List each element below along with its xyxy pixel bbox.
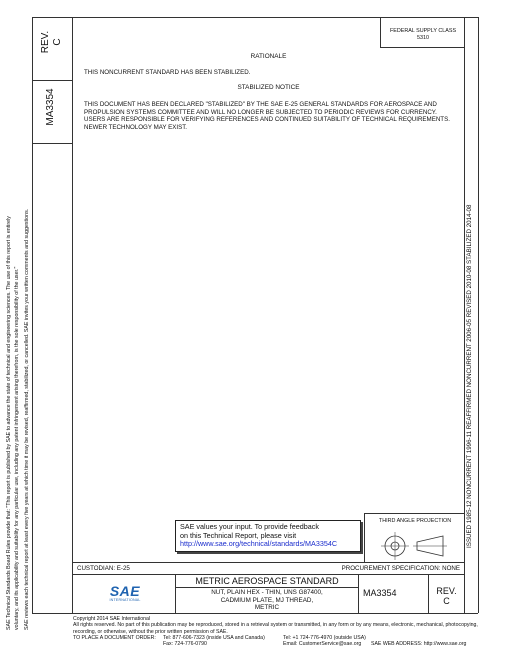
rights-2: recording, or otherwise, without the prior written permission of SAE. bbox=[73, 628, 228, 635]
order-label: TO PLACE A DOCUMENT ORDER: bbox=[73, 635, 156, 642]
left-rev-label: REV. bbox=[40, 30, 51, 54]
footer bbox=[73, 616, 478, 648]
tb-title-under bbox=[175, 587, 358, 588]
frame-right-outer bbox=[478, 17, 479, 613]
fsc-label: FEDERAL SUPPLY CLASS bbox=[389, 28, 457, 34]
frame-left-inner bbox=[72, 17, 73, 613]
history-text: ISSUED 1985-12 NONCURRENT 1996-11 REAFFIRMED NONCURRENT 2006-05 REVISED 2010-08 STABILIZED 2014-08 bbox=[466, 204, 473, 548]
left-rev-value: C bbox=[52, 38, 63, 46]
frame-bottom bbox=[32, 613, 478, 614]
tb-div-2 bbox=[358, 574, 359, 613]
rationale-heading: RATIONALE bbox=[250, 53, 287, 60]
left-doc-number: MA3354 bbox=[45, 88, 56, 126]
rights-1: All rights reserved. No part of this publication may be reproduced, stored in a retrieval system or transmitted, in any form or by any means, electronic, mechanical, photocopying, bbox=[73, 622, 478, 629]
row-bottom-line bbox=[72, 574, 465, 575]
projection-box bbox=[364, 513, 465, 563]
fax: Fax: 724-776-0790 bbox=[163, 641, 207, 648]
part-description bbox=[176, 589, 358, 612]
tel-us: Tel: 877-606-7323 (inside USA and Canada) bbox=[163, 635, 265, 642]
feedback-box bbox=[175, 520, 361, 552]
custodian: CUSTODIAN: E-25 bbox=[77, 565, 130, 572]
projection-label: THIRD ANGLE PROJECTION bbox=[378, 518, 452, 524]
tb-doc-number: MA3354 bbox=[363, 588, 397, 598]
fsc-value: 5310 bbox=[417, 35, 429, 41]
side-note-1: SAE Technical Standards Board Rules provide that: "This report is published by SAE to advance the state of technical and engineering sciences. The use of this report is entirely bbox=[6, 216, 12, 630]
email: Email: CustomerService@sae.org bbox=[283, 641, 362, 648]
sae-logo bbox=[100, 584, 150, 602]
projection-symbol-icon bbox=[365, 528, 465, 562]
notice-text: THIS DOCUMENT HAS BEEN DECLARED "STABILIZED" BY THE SAE E-25 GENERAL STANDARDS FOR AEROSPACE AND PROPULSION SYSTEMS COMMITTEE AND WILL NO LONGER BE SUBJECTED TO PERIODIC REVIEWS FOR CURRENCY. USERS ARE RESPONSIBLE FOR VERIFYING REFERENCES AND CONTINUED SUITABILITY OF TECHNICAL REQUIREMENTS. NEWER TECHNOLOGY MAY EXIST. bbox=[84, 101, 450, 131]
tb-rev-value: C bbox=[443, 596, 450, 606]
copyright: Copyright 2014 SAE International bbox=[73, 616, 150, 622]
feedback-line1: SAE values your input. To provide feedback bbox=[180, 522, 319, 531]
standard-title: METRIC AEROSPACE STANDARD bbox=[195, 576, 339, 586]
tb-rev bbox=[429, 586, 464, 606]
desc-line3: METRIC bbox=[254, 604, 280, 612]
sae-logo-sub: INTERNATIONAL bbox=[109, 598, 141, 602]
frame-left-outer bbox=[32, 17, 33, 613]
left-divider-1 bbox=[32, 80, 72, 81]
web-address[interactable]: SAE WEB ADDRESS: http://www.sae.org bbox=[371, 641, 467, 648]
tb-rev-label: REV. bbox=[436, 586, 457, 596]
row-top-line bbox=[72, 562, 465, 563]
procurement: PROCUREMENT SPECIFICATION: NONE bbox=[341, 565, 460, 572]
rationale-text: THIS NONCURRENT STANDARD HAS BEEN STABILIZED. bbox=[84, 69, 251, 76]
sae-logo-mark: SAE bbox=[109, 583, 141, 599]
side-note-2: voluntary, and its applicability and suitability for any particular use, including any patent infringement arising therefrom, is the sole responsibility of the user." bbox=[14, 266, 20, 630]
side-note-3: SAE reviews each technical report at least every five years at which time it may be revised, reaffirmed, stabilized, or cancelled. SAE invites your written comments and suggestions. bbox=[24, 208, 30, 630]
fsc-box bbox=[380, 17, 465, 48]
tel-outside: Tel: +1 724-776-4970 (outside USA) bbox=[283, 635, 366, 642]
feedback-line2: on this Technical Report, please visit bbox=[180, 530, 297, 540]
notice-heading: STABILIZED NOTICE bbox=[237, 84, 300, 91]
left-divider-2 bbox=[32, 143, 72, 144]
feedback-link[interactable]: http://www.sae.org/technical/standards/MA3354C bbox=[180, 539, 338, 549]
desc-line1: NUT, PLAIN HEX - THIN, UNS G87400, bbox=[211, 589, 323, 596]
desc-line2: CADMIUM PLATE, MJ THREAD, bbox=[220, 596, 314, 604]
